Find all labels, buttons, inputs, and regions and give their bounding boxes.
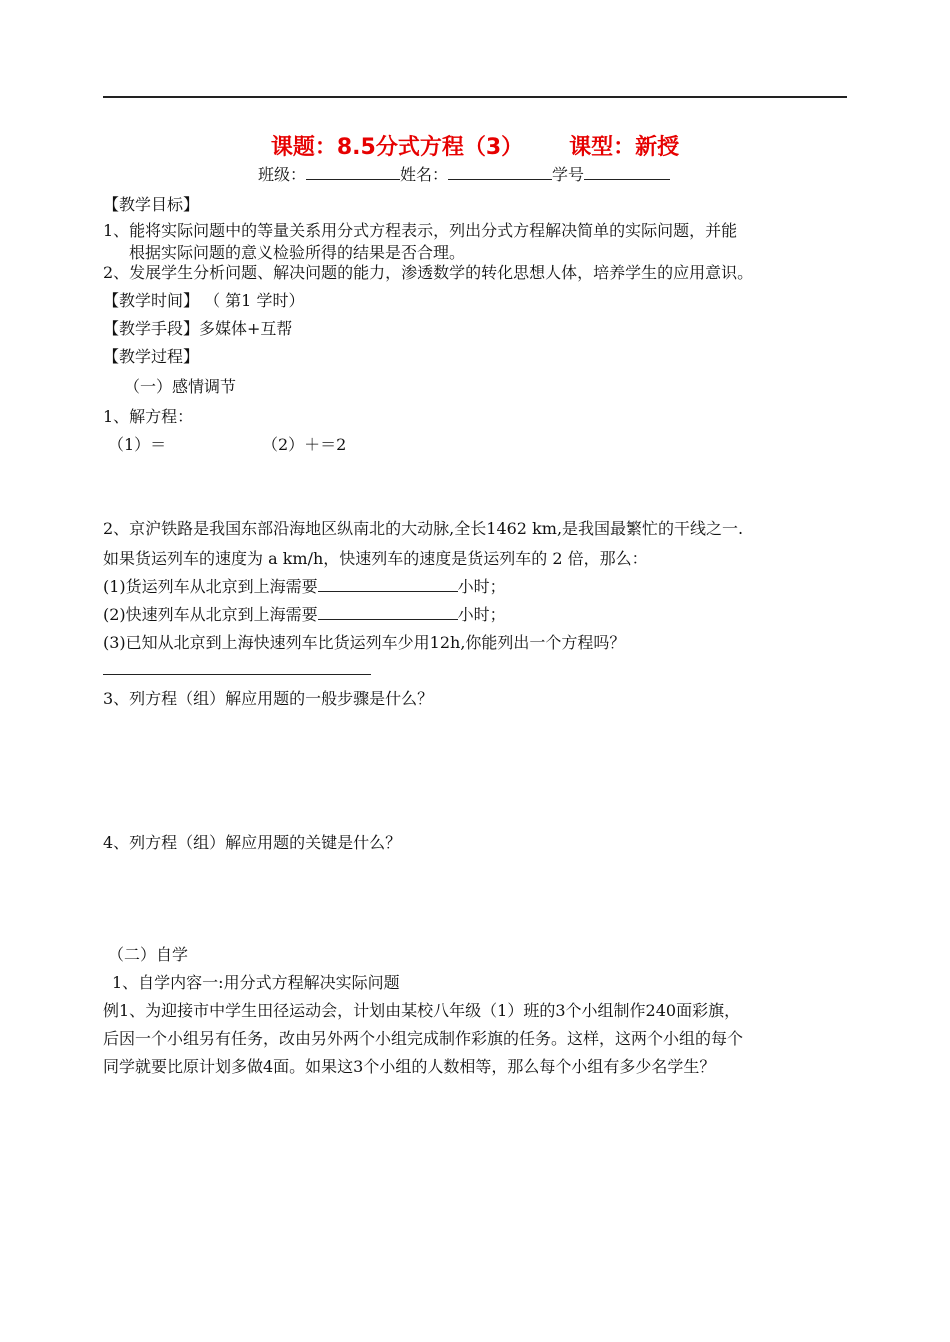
question-2-line1: 2、京沪铁路是我国东部沿海地区纵南北的大动脉,全长1462 km,是我国最繁忙的干线之一. <box>103 519 744 538</box>
question-1-sub1: （1）＝ <box>108 435 167 454</box>
header-rule <box>103 96 847 98</box>
number-blank <box>584 165 670 180</box>
question-2-part-a-suffix: 小时； <box>457 577 506 596</box>
name-blank <box>448 165 552 180</box>
question-2-part-b-blank <box>318 605 458 620</box>
title-topic: 课题：8.5分式方程（3） <box>270 135 524 160</box>
question-3: 3、列方程（组）解应用题的一般步骤是什么？ <box>103 689 434 708</box>
title-type: 课型：新授 <box>569 135 680 160</box>
question-2-part-b-text: (2)快速列车从北京到上海需要 <box>103 605 318 624</box>
question-1: 1、解方程： <box>103 407 194 426</box>
answer-line <box>103 674 371 675</box>
self-study-1: 1、自学内容一:用分式方程解决实际问题 <box>112 973 400 992</box>
question-2-part-a <box>103 574 506 597</box>
question-2-part-a-text: (1)货运列车从北京到上海需要 <box>103 577 318 596</box>
student-info-row <box>258 162 670 185</box>
objectives-heading: 【教学目标】 <box>103 195 200 214</box>
objective-1-line2: 根据实际问题的意义检验所得的结果是否合理。 <box>129 243 466 262</box>
lesson-title <box>0 130 950 161</box>
objective-1-line1: 1、能将实际问题中的等量关系用分式方程表示，列出分式方程解决简单的实际问题，并能 <box>103 221 738 240</box>
question-1-sub2: （2）＋＝2 <box>262 435 347 454</box>
name-label: 姓名： <box>400 165 449 184</box>
question-2-part-b-suffix: 小时； <box>457 605 506 624</box>
part2-heading: （二）自学 <box>108 945 189 964</box>
example-1-line3: 同学就要比原计划多做4面。如果这3个小组的人数相等，那么每个小组有多少名学生？ <box>103 1057 716 1076</box>
question-2-part-b <box>103 602 506 625</box>
process-heading: 【教学过程】 <box>103 347 200 366</box>
question-4: 4、列方程（组）解应用题的关键是什么？ <box>103 833 402 852</box>
class-blank <box>306 165 400 180</box>
objective-2: 2、发展学生分析问题、解决问题的能力，渗透数学的转化思想人体，培养学生的应用意识。 <box>103 263 754 282</box>
part1-heading: （一）感情调节 <box>124 377 237 396</box>
number-label: 学号 <box>552 165 585 184</box>
question-2-part-c: (3)已知从北京到上海快速列车比货运列车少用12h,你能列出一个方程吗？ <box>103 633 626 652</box>
example-1-line2: 后因一个小组另有任务，改由另外两个小组完成制作彩旗的任务。这样，这两个小组的每个 <box>103 1029 744 1048</box>
question-2-line2: 如果货运列车的速度为 a km/h，快速列车的速度是货运列车的 2 倍，那么： <box>103 549 648 568</box>
teaching-time: 【教学时间】 （ 第1 学时） <box>103 291 305 310</box>
example-1-line1: 例1、为迎接市中学生田径运动会，计划由某校八年级（1）班的3个小组制作240面彩旗， <box>103 1001 741 1020</box>
class-label: 班级： <box>258 165 307 184</box>
question-2-part-a-blank <box>318 577 458 592</box>
teaching-means: 【教学手段】多媒体+互帮 <box>103 319 293 338</box>
